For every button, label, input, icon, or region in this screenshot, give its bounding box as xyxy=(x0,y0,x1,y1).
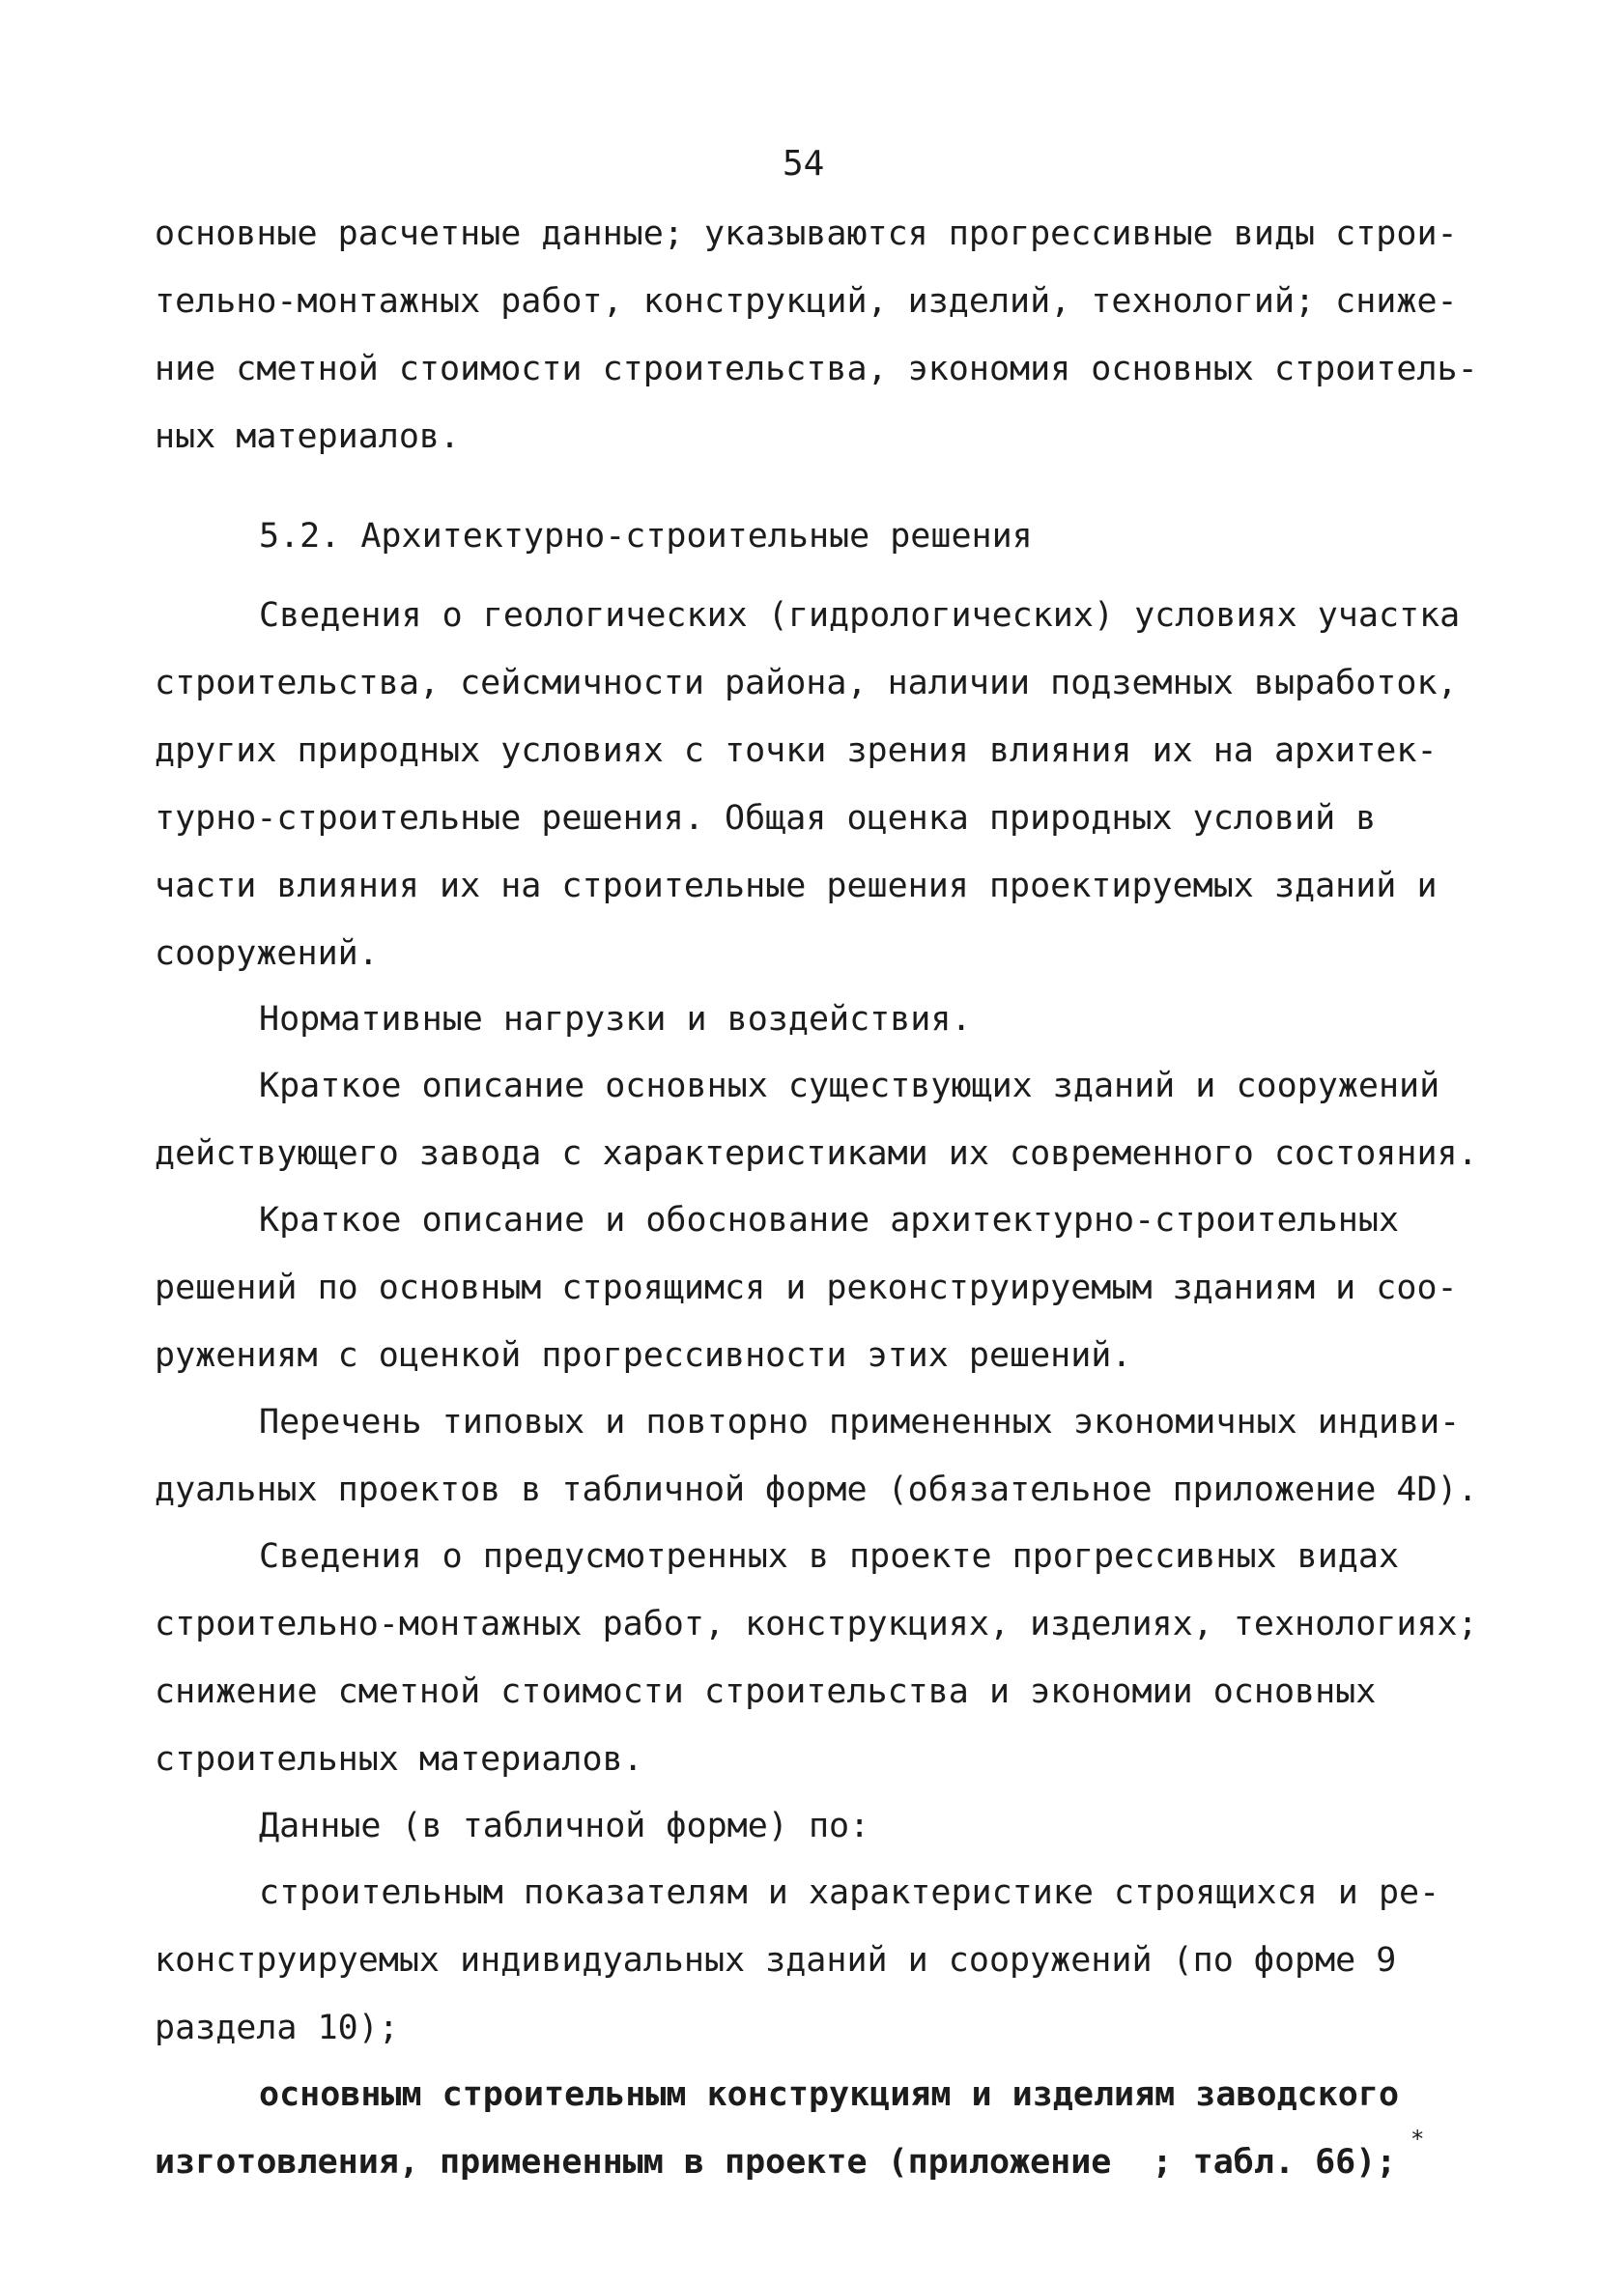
intro-line-1: основные расчетные данные; указываются прогрессивные виды строи- xyxy=(155,214,1458,253)
paragraph-6-line-3: снижение сметной стоимости строительства и экономии основных xyxy=(155,1672,1377,1711)
paragraph-7-line-1: Данные (в табличной форме) по: xyxy=(259,1807,870,1845)
paragraph-9-line-1: основным строительным конструкциям и изделиям заводского xyxy=(259,2075,1400,2114)
paragraph-5-line-1: Перечень типовых и повторно примененных экономичных индиви- xyxy=(259,1403,1461,1442)
paragraph-6-line-4: строительных материалов. xyxy=(155,1740,643,1779)
intro-line-4: ных материалов. xyxy=(155,417,461,456)
intro-line-2: тельно-монтажных работ, конструкций, изделий, технологий; сниже- xyxy=(155,282,1458,321)
paragraph-6-line-2: строительно-монтажных работ, конструкциях, изделиях, технологиях; xyxy=(155,1605,1478,1643)
paragraph-6-line-1: Сведения о предусмотренных в проекте прогрессивных видах xyxy=(259,1537,1400,1576)
paragraph-9-line-2: изготовления, примененным в проекте (приложение ; табл. 66); xyxy=(155,2143,1397,2182)
paragraph-4-line-3: ружениям с оценкой прогрессивности этих решений. xyxy=(155,1336,1132,1375)
paragraph-3-line-1: Краткое описание основных существующих зданий и сооружений xyxy=(259,1067,1440,1105)
paragraph-8-line-2: конструируемых индивидуальных зданий и сооружений (по форме 9 xyxy=(155,1941,1397,1980)
paragraph-8-line-3: раздела 10); xyxy=(155,2009,399,2047)
paragraph-5-line-2: дуальных проектов в табличной форме (обязательное приложение 4D). xyxy=(155,1471,1478,1509)
paragraph-3-line-2: действующего завода с характеристиками их современного состояния. xyxy=(155,1134,1478,1173)
paragraph-1-line-4: турно-строительные решения. Общая оценка природных условий в xyxy=(155,799,1377,838)
paragraph-1-line-3: других природных условиях с точки зрения влияния их на архитек- xyxy=(155,731,1438,770)
footnote-mark: * xyxy=(1410,2126,1425,2153)
paragraph-1-line-6: сооружений. xyxy=(155,934,379,973)
paragraph-2-line-1: Нормативные нагрузки и воздействия. xyxy=(259,1000,972,1039)
paragraph-1-line-5: части влияния их на строительные решения проектируемых зданий и xyxy=(155,867,1438,905)
intro-line-3: ние сметной стоимости строительства, экономия основных строитель- xyxy=(155,350,1478,388)
paragraph-1-line-2: строительства, сейсмичности района, наличии подземных выработок, xyxy=(155,664,1458,702)
paragraph-4-line-2: решений по основным строящимся и реконструируемым зданиям и соо- xyxy=(155,1269,1458,1307)
section-heading: 5.2. Архитектурно-строительные решения xyxy=(259,517,1033,556)
paragraph-1-line-1: Сведения о геологических (гидрологических) условиях участка xyxy=(259,596,1461,635)
page-number: 54 xyxy=(783,144,825,184)
paragraph-4-line-1: Краткое описание и обоснование архитектурно-строительных xyxy=(259,1201,1400,1240)
paragraph-8-line-1: строительным показателям и характеристике строящихся и ре- xyxy=(259,1873,1440,1912)
